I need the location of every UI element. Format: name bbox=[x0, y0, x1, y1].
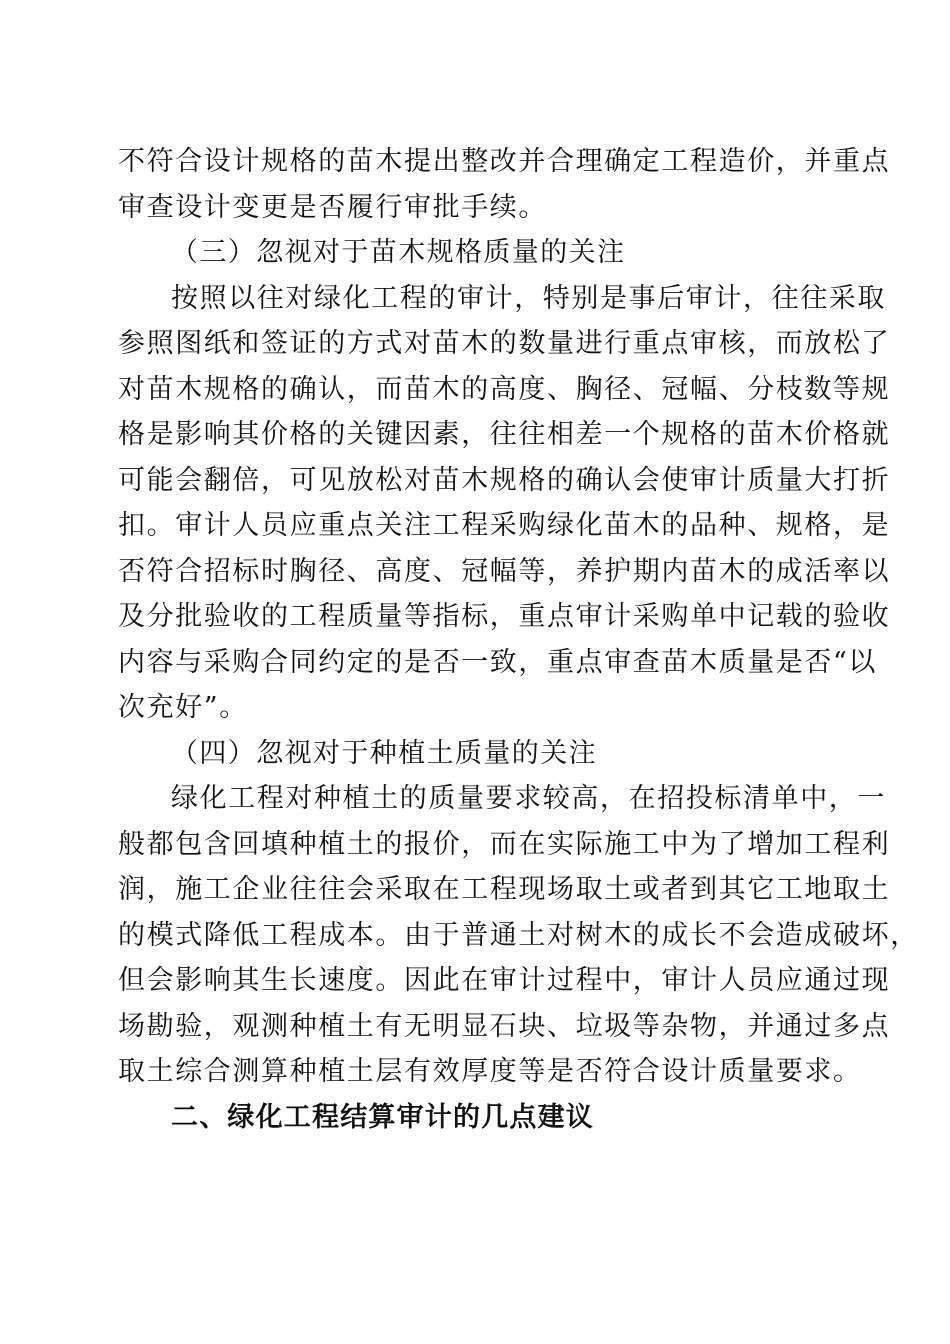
section-3-line-6: 扣。审计人员应重点关注工程采购绿化苗木的品种、规格，是 bbox=[118, 510, 891, 541]
intro-line-2: 审查设计变更是否履行审批手续。 bbox=[118, 192, 547, 223]
section-3-line-10: 次充好”。 bbox=[118, 692, 248, 723]
section-3-line-9: 内容与采购合同约定的是否一致，重点审查苗木质量是否“以 bbox=[118, 647, 878, 678]
section-4-line-4: 的模式降低工程成本。由于普通土对树木的成长不会造成破坏， bbox=[118, 920, 919, 951]
section-3-line-8: 及分批验收的工程质量等指标，重点审计采购单中记载的验收 bbox=[118, 601, 891, 632]
chapter-2-heading: 二、绿化工程结算审计的几点建议 bbox=[171, 1102, 594, 1133]
intro-line-1: 不符合设计规格的苗木提出整改并合理确定工程造价，并重点 bbox=[118, 146, 891, 177]
section-3-line-1: 按照以往对绿化工程的审计，特别是事后审计，往往采取 bbox=[171, 283, 886, 314]
section-3-line-2: 参照图纸和签证的方式对苗木的数量进行重点审核，而放松了 bbox=[118, 328, 891, 359]
section-4-line-1: 绿化工程对种植土的质量要求较高，在招投标清单中，一 bbox=[171, 783, 886, 814]
section-4-heading: （四）忽视对于种植土质量的关注 bbox=[171, 738, 597, 769]
section-4-line-3: 润，施工企业往往会采取在工程现场取土或者到其它工地取土 bbox=[118, 874, 891, 905]
section-3-heading: （三）忽视对于苗木规格质量的关注 bbox=[171, 237, 626, 268]
section-4-line-2: 般都包含回填种植土的报价，而在实际施工中为了增加工程利 bbox=[118, 829, 891, 860]
section-4-line-6: 场勘验，观测种植土有无明显石块、垃圾等杂物，并通过多点 bbox=[118, 1011, 891, 1042]
section-3-line-4: 格是影响其价格的关键因素，往往相差一个规格的苗木价格就 bbox=[118, 419, 891, 450]
section-3-line-3: 对苗木规格的确认，而苗木的高度、胸径、冠幅、分枝数等规 bbox=[118, 374, 891, 405]
section-3-line-7: 否符合招标时胸径、高度、冠幅等，养护期内苗木的成活率以 bbox=[118, 556, 891, 587]
section-3-line-5: 可能会翻倍，可见放松对苗木规格的确认会使审计质量大打折 bbox=[118, 465, 891, 496]
section-4-line-5: 但会影响其生长速度。因此在审计过程中，审计人员应通过现 bbox=[118, 965, 891, 996]
section-4-line-7: 取土综合测算种植土层有效厚度等是否符合设计质量要求。 bbox=[118, 1056, 862, 1087]
